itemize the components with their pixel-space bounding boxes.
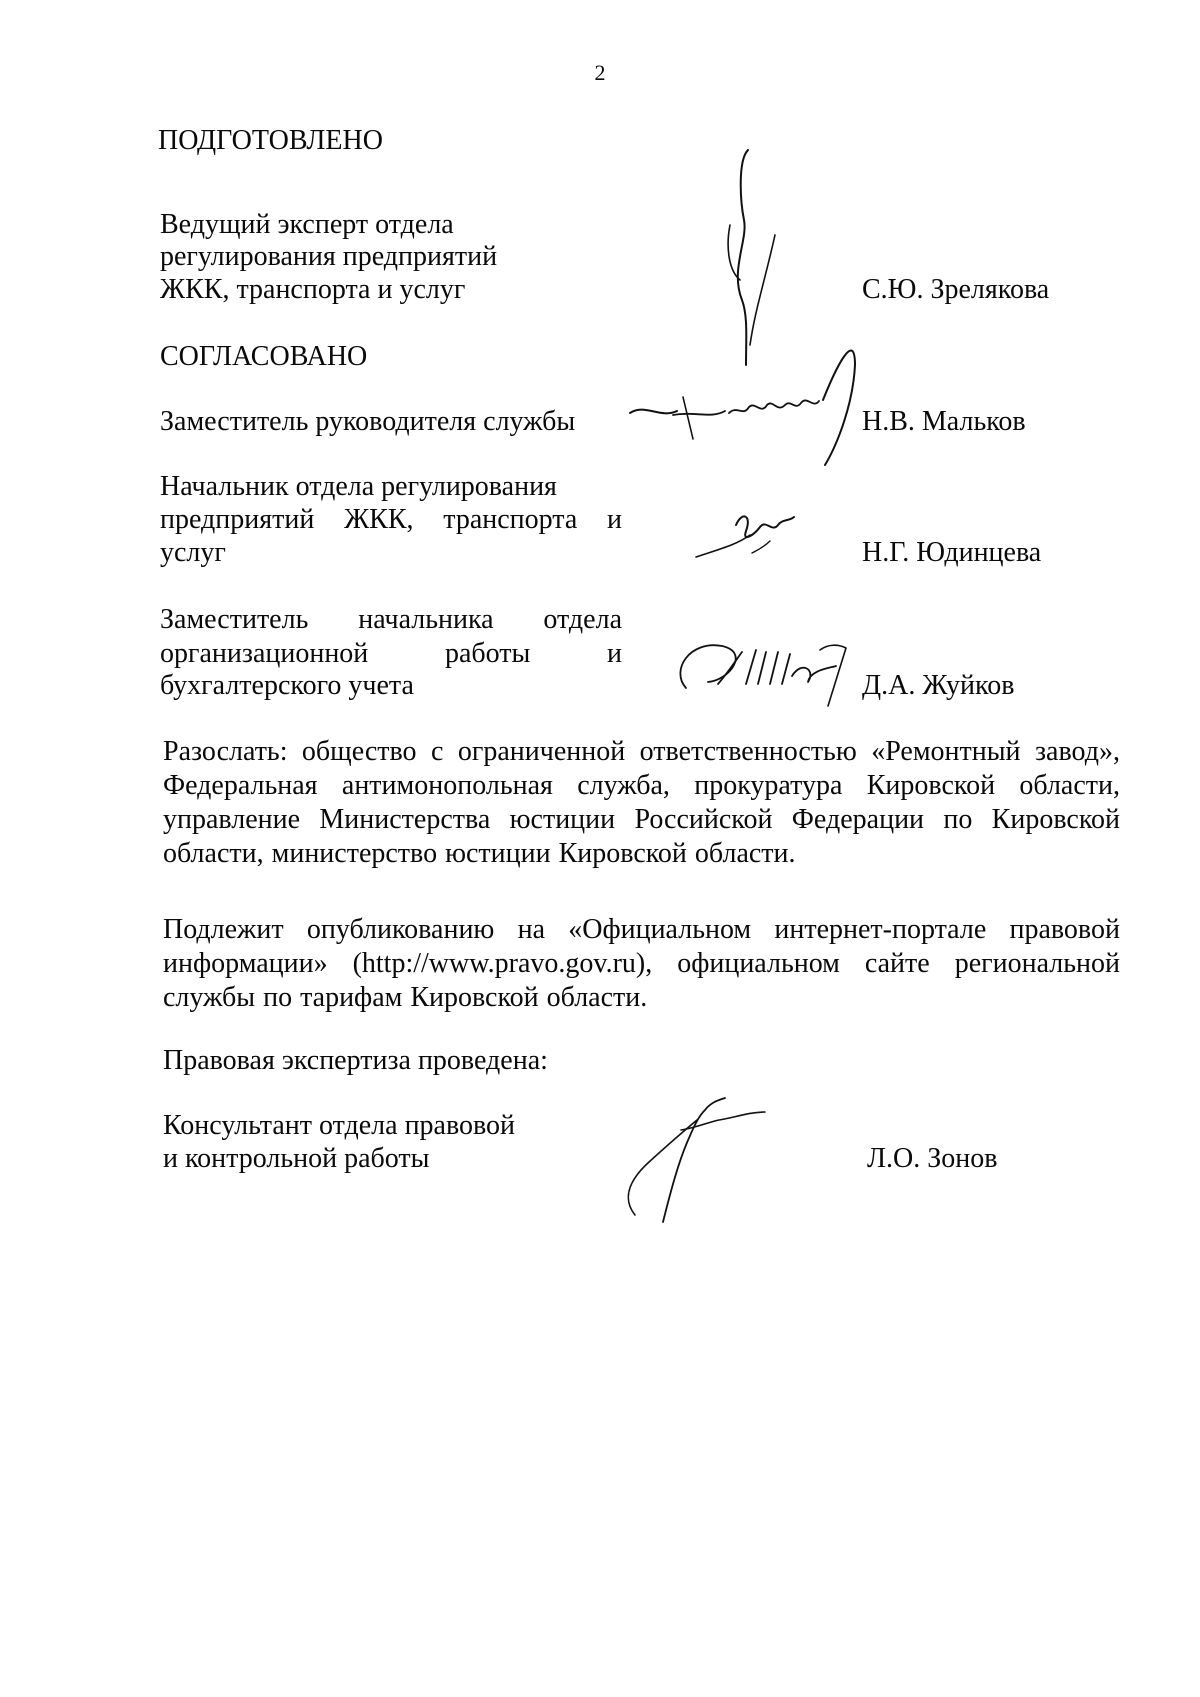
word: региональной [954,948,1120,979]
signatory-2-position-line: услуг [160,537,226,568]
word: и [607,504,622,535]
word: тарифам [300,982,403,1013]
word: управление [163,804,301,835]
word: Кировской [991,804,1120,835]
signature-malkov [625,335,860,485]
legal-review-position-line: Консультант отдела правовой [163,1110,516,1141]
paragraph-line [163,981,1120,1015]
word: на [517,914,545,945]
paragraph-line [163,837,1120,871]
word: организационной [160,638,369,669]
page-number: 2 [594,60,606,85]
agreed-heading: СОГЛАСОВАНО [160,341,368,372]
word: по [943,804,973,835]
word: официальном [677,948,840,979]
signatory-2-position-line: Начальник отдела регулирования [160,471,557,502]
word: служба, [577,770,670,801]
publication-paragraph [163,913,1120,1015]
word: правовой [1009,914,1120,945]
signature-yudintseva [690,505,800,565]
word: интернет-портале [774,914,987,945]
signatory-2-name: Н.Г. Юдинцева [862,537,1042,568]
legal-review-heading: Правовая экспертиза проведена: [163,1045,548,1076]
word: Подлежит [163,914,284,945]
prepared-position-line: ЖКК, транспорта и услуг [160,274,466,305]
word: предприятий [160,504,315,535]
word: «Ремонтный [871,736,1021,767]
prepared-position-line: Ведущий эксперт отдела [160,209,454,240]
word: Кировской [866,770,996,801]
word: завод», [1034,736,1120,767]
word: Разослать: [163,736,288,767]
word: ограниченной [457,736,626,767]
word: работы [444,638,531,669]
word: Заместитель [160,604,309,635]
word: службы [163,982,256,1013]
word: «Официальном [568,914,752,945]
word: и [607,638,622,669]
signatory-2-position-justified [160,503,622,537]
paragraph-line [163,947,1120,981]
prepared-name: С.Ю. Зрелякова [862,274,1050,305]
signature-zhuykov [660,630,870,710]
word: опубликованию [306,914,495,945]
word: общество [301,736,417,767]
word: юстиции [509,804,616,835]
signatory-3-position-justified [160,603,622,671]
word: области. [546,982,648,1013]
paragraph-line [163,803,1120,837]
signature-zonov [615,1090,785,1225]
word: прокуратура [694,770,843,801]
link-url: (http://www.pravo.gov.ru), [352,948,653,979]
word: транспорта [443,504,578,535]
word: начальника [358,604,494,635]
word: Федерации [791,804,925,835]
signatory-1-position: Заместитель руководителя службы [160,406,576,437]
word: области. [694,838,796,869]
signatory-3-position-line: бухгалтерского учета [160,670,414,701]
word: Кировской [410,982,539,1013]
paragraph-line [163,769,1120,803]
word: Министерства [319,804,491,835]
legal-review-position-line: и контрольной работы [163,1143,430,1174]
word: области, [1019,770,1120,801]
legal-review-name: Л.О. Зонов [867,1143,998,1174]
word: отдела [543,604,622,635]
word: области, [163,838,264,869]
paragraph-line [163,913,1120,947]
word: сайте [864,948,930,979]
word: юстиции [445,838,551,869]
word: Российской [634,804,773,835]
word: с [430,736,444,767]
word: Федеральная [163,770,318,801]
prepared-position-line: регулирования предприятий [160,241,498,272]
word: антимонопольная [341,770,553,801]
word: ответственностью [639,736,857,767]
word: министерство [271,838,438,869]
distribution-paragraph [163,735,1120,871]
word: информации» [163,948,328,979]
paragraph-line [163,735,1120,769]
prepared-heading: ПОДГОТОВЛЕНО [158,125,383,156]
word: по [263,982,293,1013]
word: Кировской [558,838,687,869]
signatory-3-name: Д.А. Жуйков [862,670,1015,701]
signatory-1-name: Н.В. Мальков [862,406,1026,437]
word: ЖКК, [344,504,414,535]
